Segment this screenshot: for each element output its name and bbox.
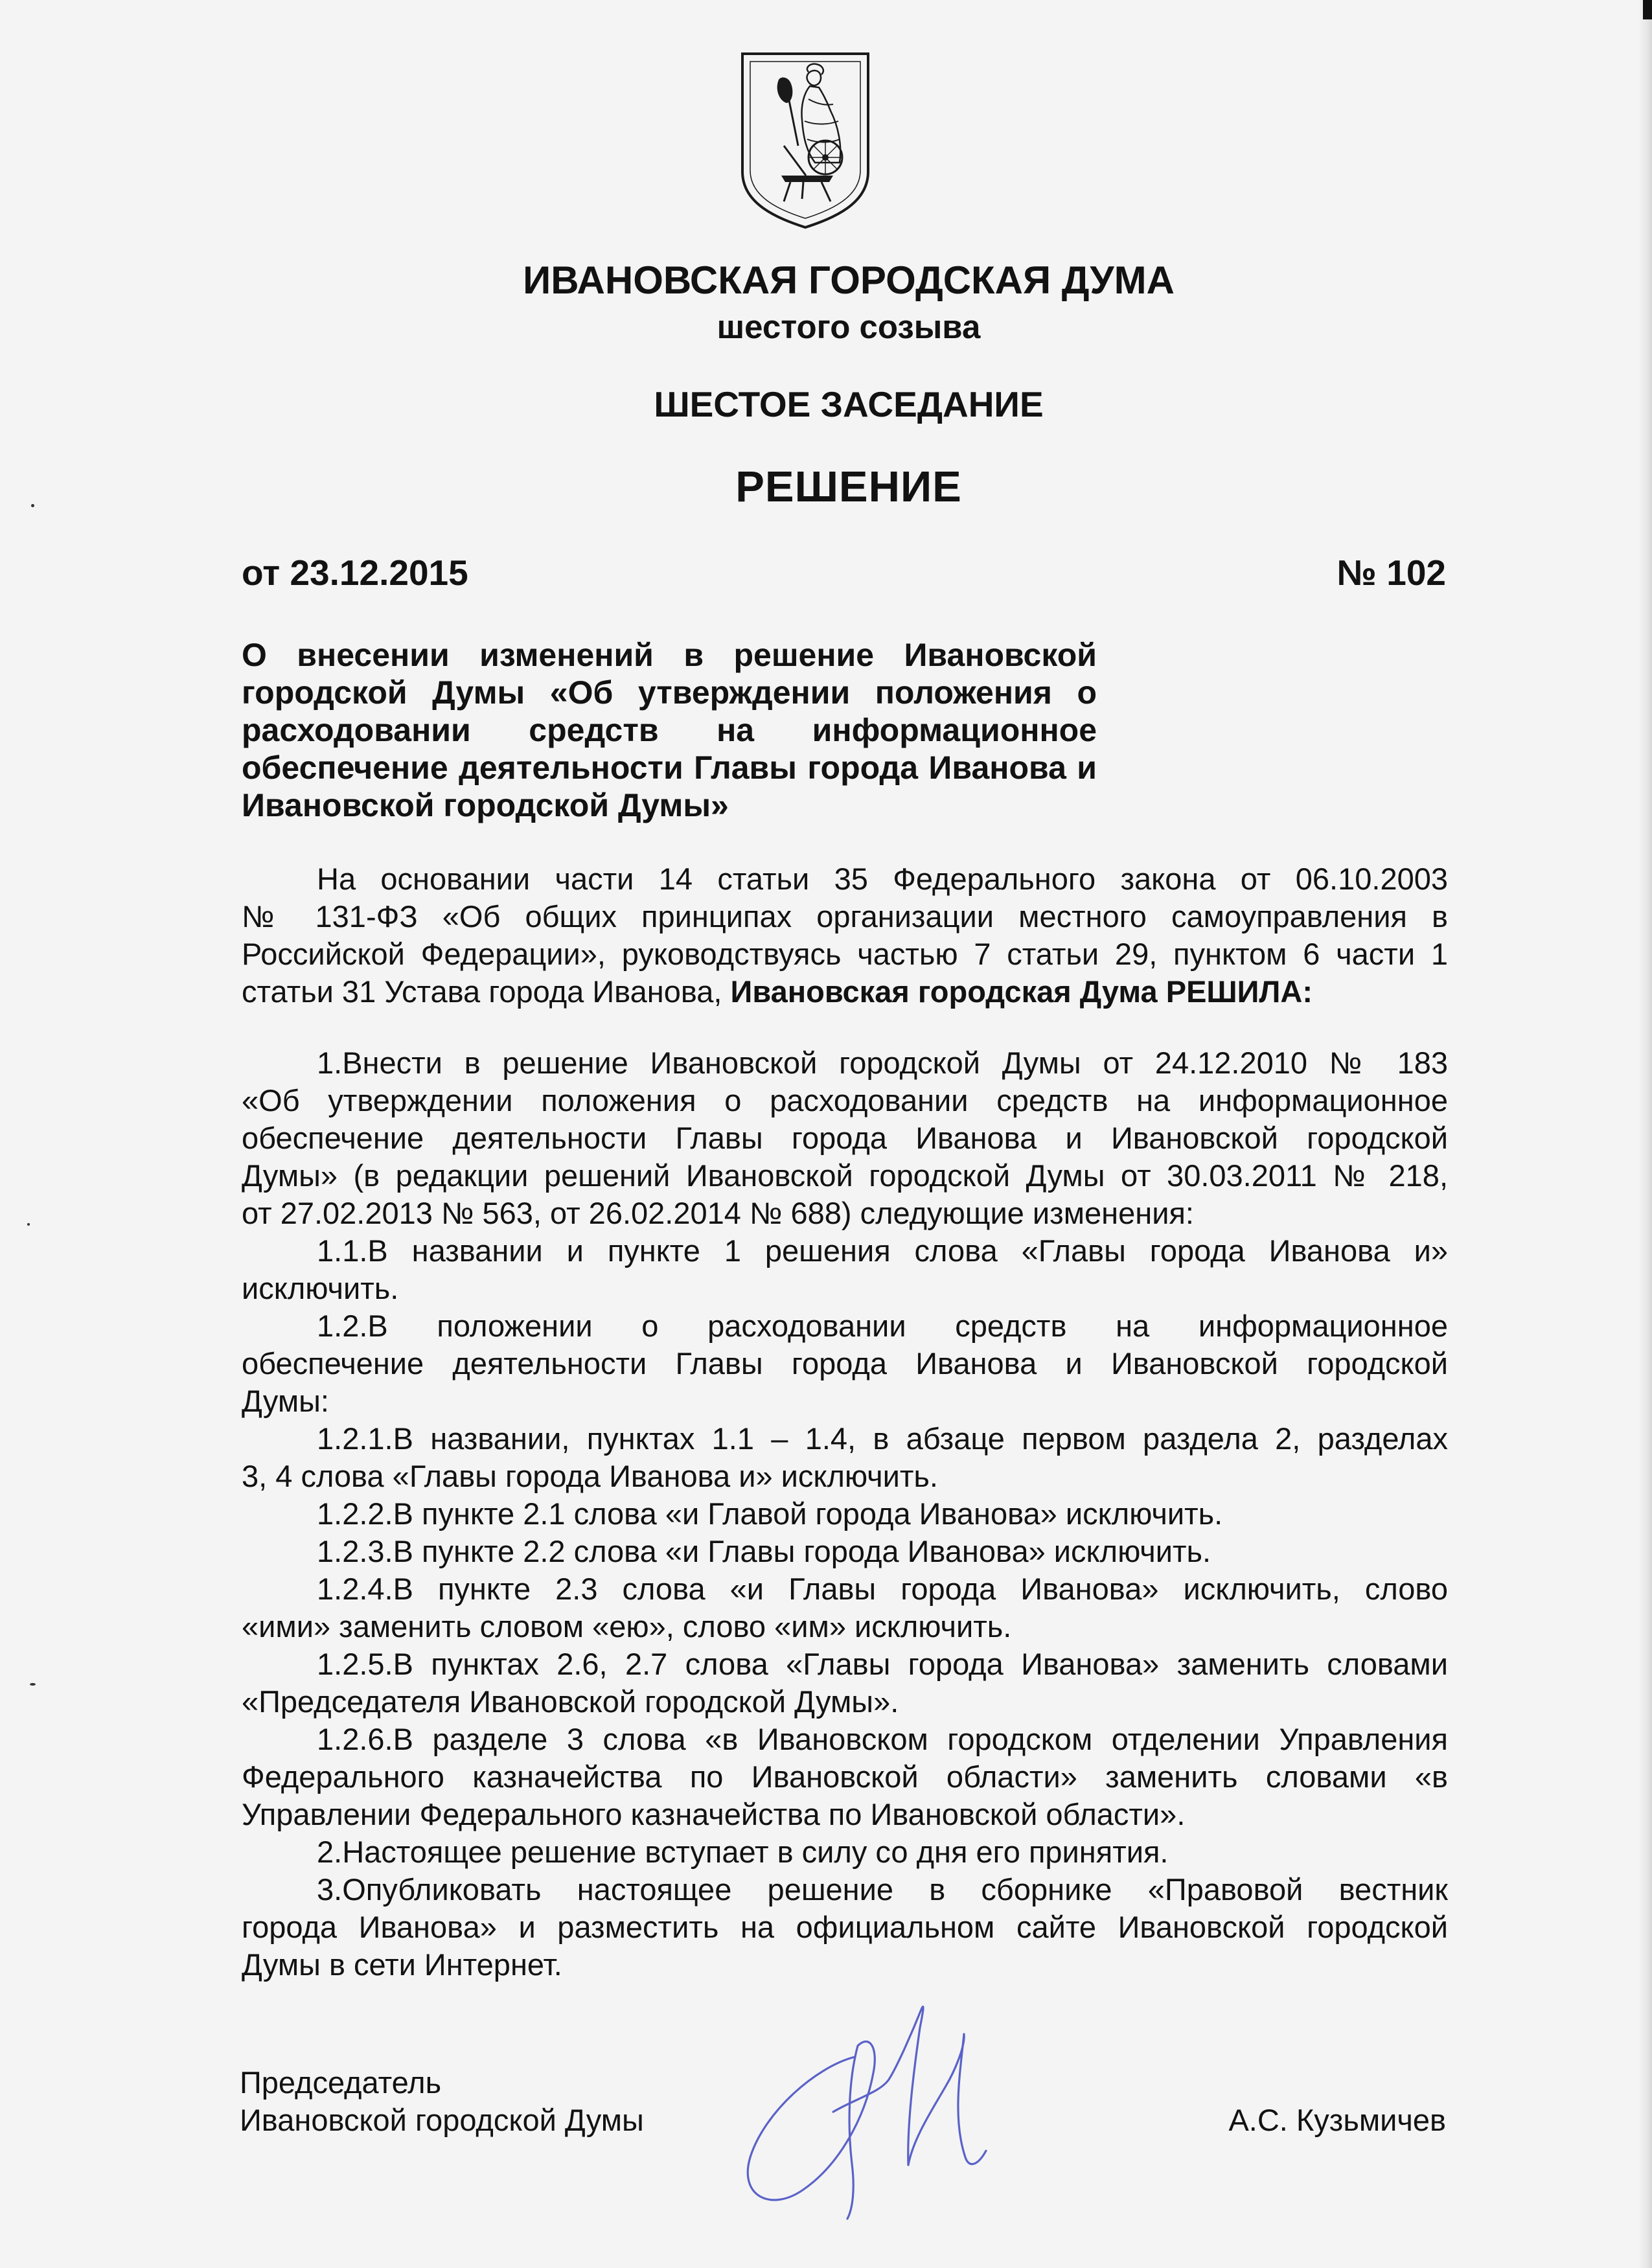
item-1-2-1-line: 3, 4 слова «Главы города Иванова и» исключить. xyxy=(242,1459,938,1493)
signatory-name: А.С. Кузьмичев xyxy=(1228,2103,1446,2137)
preamble-paragraph xyxy=(242,860,1448,1011)
preamble-line xyxy=(242,973,1448,1011)
item-1-2-line: Думы: xyxy=(242,1384,329,1418)
signatory-position-line: Ивановской городской Думы xyxy=(240,2103,644,2137)
resolution-phrase: Ивановская городская Дума РЕШИЛА: xyxy=(730,974,1313,1009)
decision-date: от 23.12.2015 xyxy=(242,553,468,593)
item-1-2-4-line: «ими» заменить словом «ею», слово «им» исключить. xyxy=(242,1609,1012,1644)
item-2-line: 2.Настоящее решение вступает в силу со дня его принятия. xyxy=(317,1835,1169,1869)
item-3-line: 3.Опубликовать настоящее решение в сборнике «Правовой вестник xyxy=(317,1872,1448,1907)
subject-line: расходовании средств на информационное xyxy=(242,712,1097,748)
item-1-2-line: 1.2.В положении о расходовании средств на информационное xyxy=(317,1309,1448,1343)
coat-of-arms-emblem xyxy=(736,49,875,231)
preamble-basis-text: статьи 31 Устава города Иванова, xyxy=(242,974,731,1009)
item-1-line: Думы» (в редакции решений Ивановской городской Думы от 30.03.2011 № 218, xyxy=(242,1158,1448,1193)
item-1-2-5-line: «Председателя Ивановской городской Думы». xyxy=(242,1684,899,1719)
item-3-line: города Иванова» и разместить на официальном сайте Ивановской городской xyxy=(242,1910,1448,1944)
item-1-2-line: обеспечение деятельности Главы города Иванова и Ивановской городской xyxy=(242,1346,1448,1380)
subject-line: городской Думы «Об утверждении положения о xyxy=(242,674,1097,711)
item-1-line: 1.Внести в решение Ивановской городской Думы от 24.12.2010 № 183 xyxy=(317,1046,1448,1080)
decision-number: № 102 xyxy=(1337,553,1446,593)
session-title: ШЕСТОЕ ЗАСЕДАНИЕ xyxy=(654,384,1044,424)
signatory-position xyxy=(240,2064,644,2139)
item-1-line: от 27.02.2013 № 563, от 26.02.2014 № 688) следующие изменения: xyxy=(242,1196,1194,1230)
item-1-2-3-line: 1.2.3.В пункте 2.2 слова «и Главы города Иванова» исключить. xyxy=(317,1534,1211,1568)
item-1-2-6-line: 1.2.6.В разделе 3 слова «в Ивановском городском отделении Управления xyxy=(317,1722,1448,1756)
item-1-2-2-line: 1.2.2.В пункте 2.1 слова «и Главой города Иванова» исключить. xyxy=(317,1496,1223,1531)
scan-speck xyxy=(27,1223,30,1226)
subject-line: Ивановской городской Думы» xyxy=(242,787,729,823)
item-1-2-6-line: Управлении Федерального казначейства по Ивановской области». xyxy=(242,1797,1186,1831)
item-1-2-4-line: 1.2.4.В пункте 2.3 слова «и Главы города Иванова» исключить, слово xyxy=(317,1572,1448,1606)
item-1-2-5-line: 1.2.5.В пунктах 2.6, 2.7 слова «Главы города Иванова» заменить словами xyxy=(317,1647,1448,1681)
decision-subject xyxy=(242,636,1097,824)
decision-items xyxy=(242,1044,1448,1984)
preamble-line: № 131-ФЗ «Об общих принципах организации местного самоуправления в xyxy=(242,899,1448,934)
handwritten-signature xyxy=(719,1995,1024,2222)
preamble-line: На основании части 14 статьи 35 Федерального закона от 06.10.2003 xyxy=(317,862,1448,896)
item-1-line: обеспечение деятельности Главы города Иванова и Ивановской городской xyxy=(242,1121,1448,1155)
item-1-2-1-line: 1.2.1.В названии, пунктах 1.1 – 1.4, в абзаце первом раздела 2, разделах xyxy=(317,1421,1448,1456)
subject-line: обеспечение деятельности Главы города Иванова и xyxy=(242,750,1097,786)
subject-line: О внесении изменений в решение Ивановской xyxy=(242,637,1097,673)
document-type-title: РЕШЕНИЕ xyxy=(735,463,962,511)
convocation-subtitle: шестого созыва xyxy=(717,308,981,345)
signatory-position-line: Председатель xyxy=(240,2065,442,2100)
item-3-line: Думы в сети Интернет. xyxy=(242,1947,562,1982)
item-1-1-line: 1.1.В названии и пункте 1 решения слова «Главы города Иванова и» xyxy=(317,1233,1448,1268)
scan-corner-mark xyxy=(1643,0,1652,19)
item-1-line: «Об утверждении положения о расходовании средств на информационное xyxy=(242,1083,1448,1117)
organization-title: ИВАНОВСКАЯ ГОРОДСКАЯ ДУМА xyxy=(523,258,1175,302)
scan-speck xyxy=(30,1683,36,1686)
item-1-2-6-line: Федерального казначейства по Ивановской области» заменить словами «в xyxy=(242,1759,1448,1794)
preamble-line: Российской Федерации», руководствуясь частью 7 статьи 29, пунктом 6 части 1 xyxy=(242,937,1448,971)
item-1-1-line: исключить. xyxy=(242,1271,399,1305)
